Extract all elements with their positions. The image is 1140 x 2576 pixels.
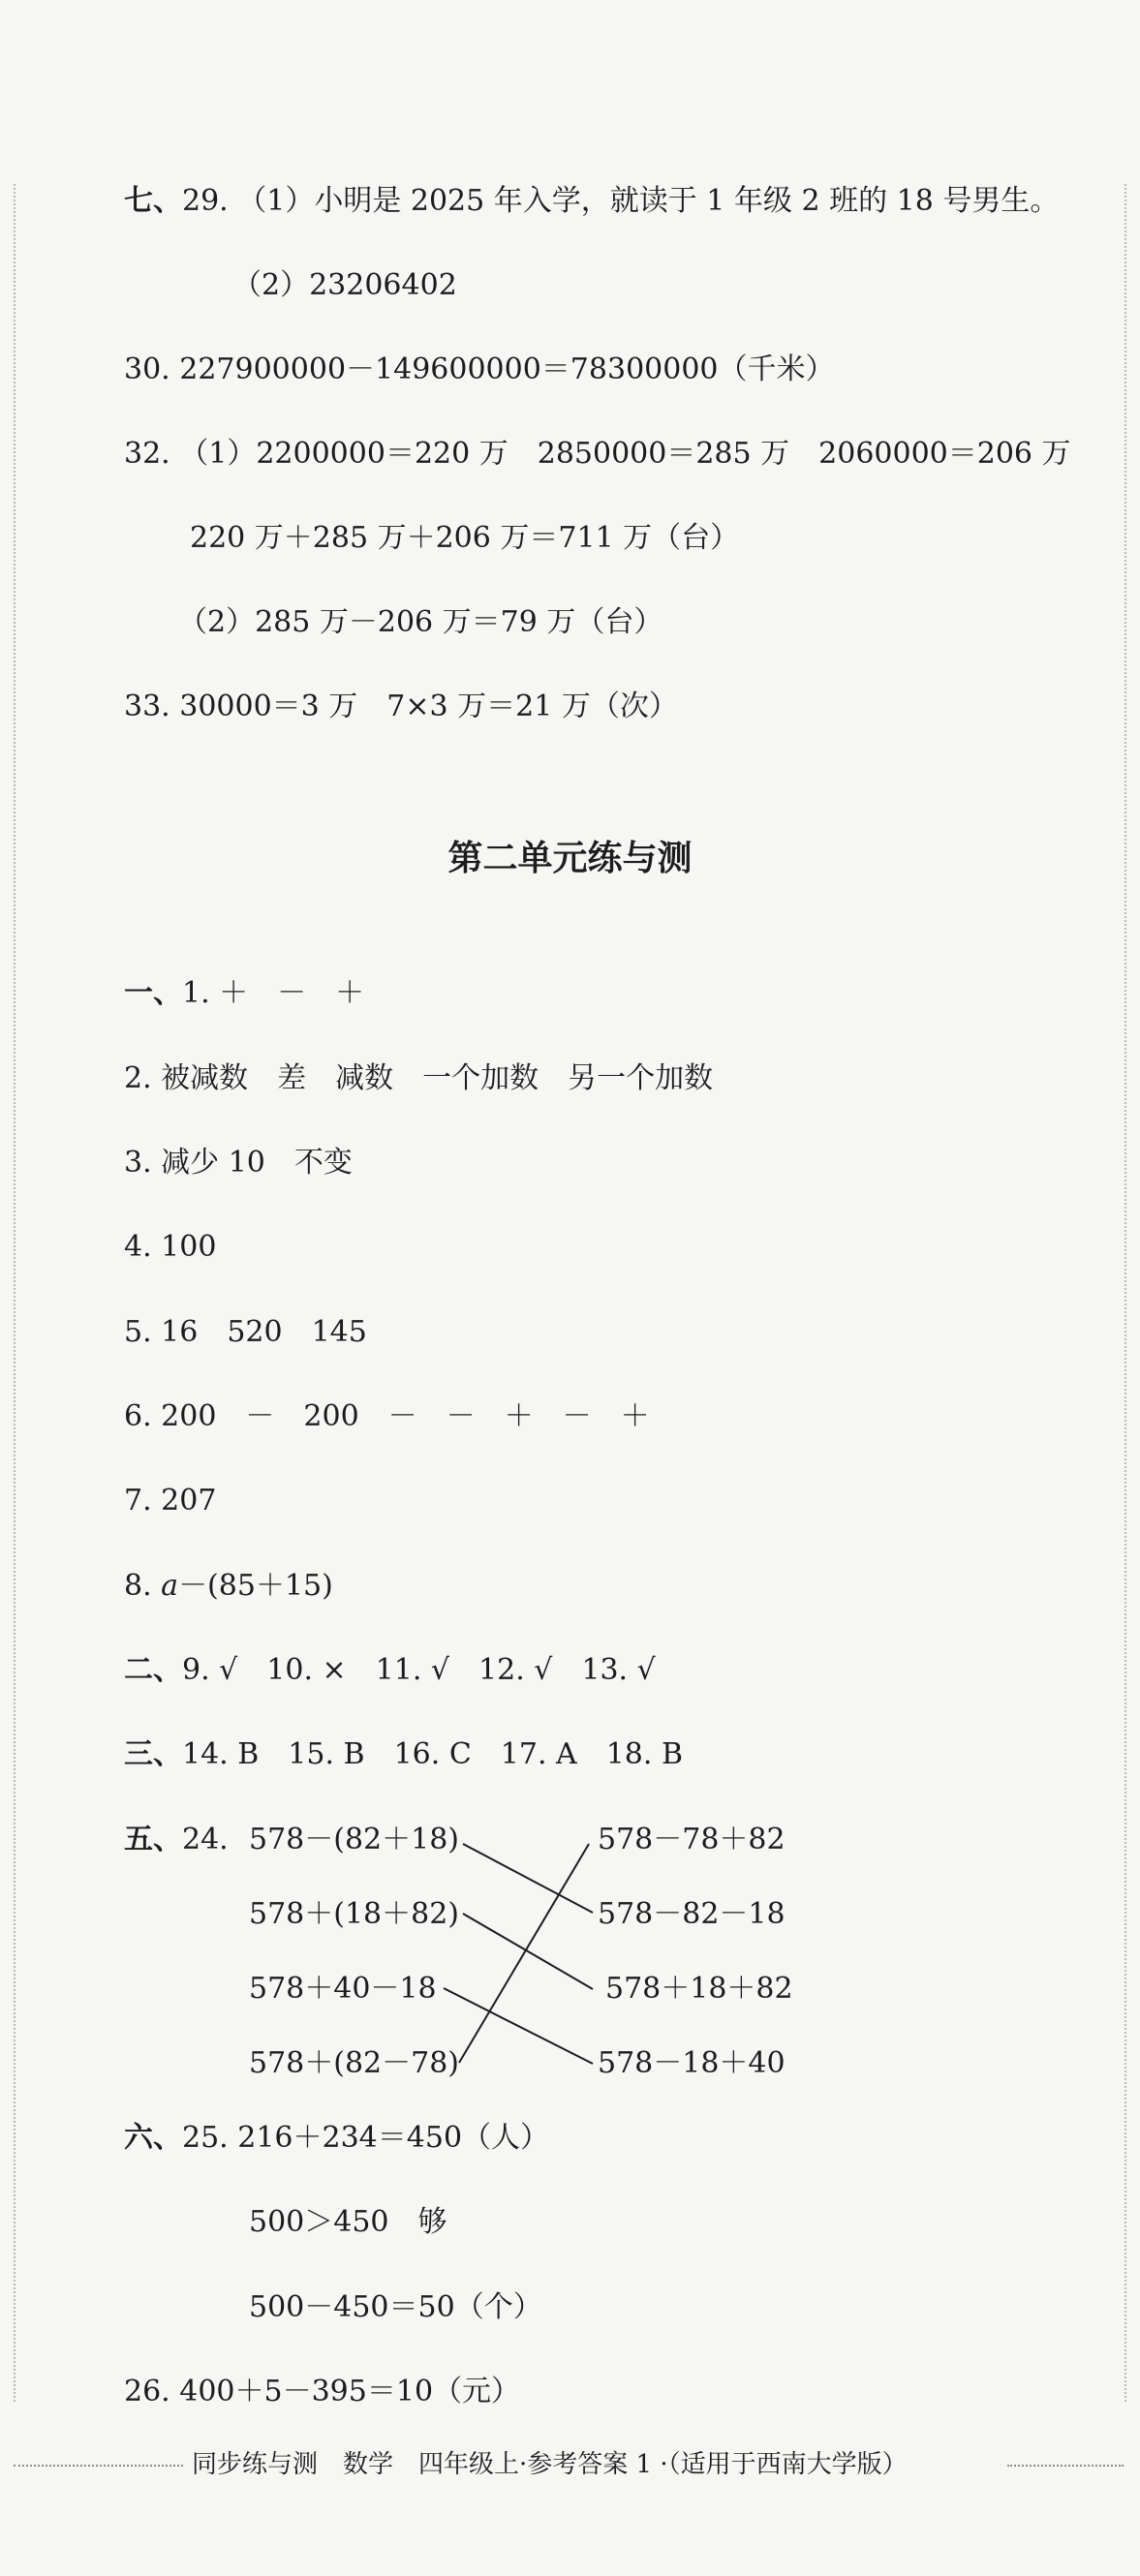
answer-6: 6. 200 － 200 － － ＋ － ＋ — [124, 1399, 650, 1433]
answer-29-line2: （2）23206402 — [232, 268, 457, 302]
footer-text: 同步练与测 数学 四年级上·参考答案 1 ·（适用于西南大学版） — [192, 2450, 908, 2479]
section-title: 第二单元练与测 — [447, 839, 693, 878]
match-right-1: 578－78＋82 — [598, 1823, 786, 1856]
answer-26: 26. 400＋5－395＝10（元） — [124, 2375, 521, 2408]
footer-left-dots — [14, 2465, 183, 2467]
match-right-4: 578－18＋40 — [598, 2046, 786, 2080]
answer-24-label: 五、24. — [124, 1823, 229, 1856]
match-left-4: 578＋(82－78) — [249, 2046, 460, 2080]
answer-14-18: 三、14. B 15. B 16. C 17. A 18. B — [124, 1737, 683, 1771]
answer-4: 4. 100 — [124, 1230, 217, 1264]
page-footer — [0, 2445, 1140, 2484]
answer-25-line2: 500＞450 够 — [249, 2205, 447, 2239]
footer-right-dots — [1007, 2465, 1124, 2467]
match-right-3: 578＋18＋82 — [605, 1972, 793, 2006]
match-line-1 — [463, 1844, 593, 1913]
answer-3: 3. 减少 10 不变 — [124, 1146, 353, 1180]
answer-1: 一、1. ＋ － ＋ — [124, 976, 365, 1010]
answer-32-line3: （2）285 万－206 万＝79 万（台） — [178, 605, 663, 639]
answer-9-13: 二、9. √ 10. × 11. √ 12. √ 13. √ — [124, 1653, 656, 1687]
answer-5: 5. 16 520 145 — [124, 1315, 367, 1349]
answer-29-line1: 七、29. （1）小明是 2025 年入学，就读于 1 年级 2 班的 18 号男生。 — [124, 184, 1060, 218]
answer-25-line1: 六、25. 216＋234＝450（人） — [124, 2121, 550, 2155]
answer-7: 7. 207 — [124, 1484, 217, 1518]
match-left-1: 578－(82＋18) — [249, 1823, 460, 1856]
answer-32-line2: 220 万＋285 万＋206 万＝711 万（台） — [190, 521, 740, 555]
match-left-3: 578＋40－18 — [249, 1972, 437, 2006]
answer-8: 8. a－(85＋15) — [124, 1569, 333, 1603]
answer-25-line3: 500－450＝50（个） — [249, 2290, 542, 2324]
answer-33: 33. 30000＝3 万 7×3 万＝21 万（次） — [124, 690, 678, 723]
match-line-2 — [463, 1914, 593, 1989]
answer-2: 2. 被减数 差 减数 一个加数 另一个加数 — [124, 1061, 714, 1095]
answer-32-line1: 32. （1）2200000＝220 万 2850000＝285 万 2060000＝206 万 — [124, 437, 1071, 471]
answer-30: 30. 227900000－149600000＝78300000（千米） — [124, 353, 835, 386]
match-left-2: 578＋(18＋82) — [249, 1897, 460, 1931]
match-right-2: 578－82－18 — [598, 1897, 786, 1931]
